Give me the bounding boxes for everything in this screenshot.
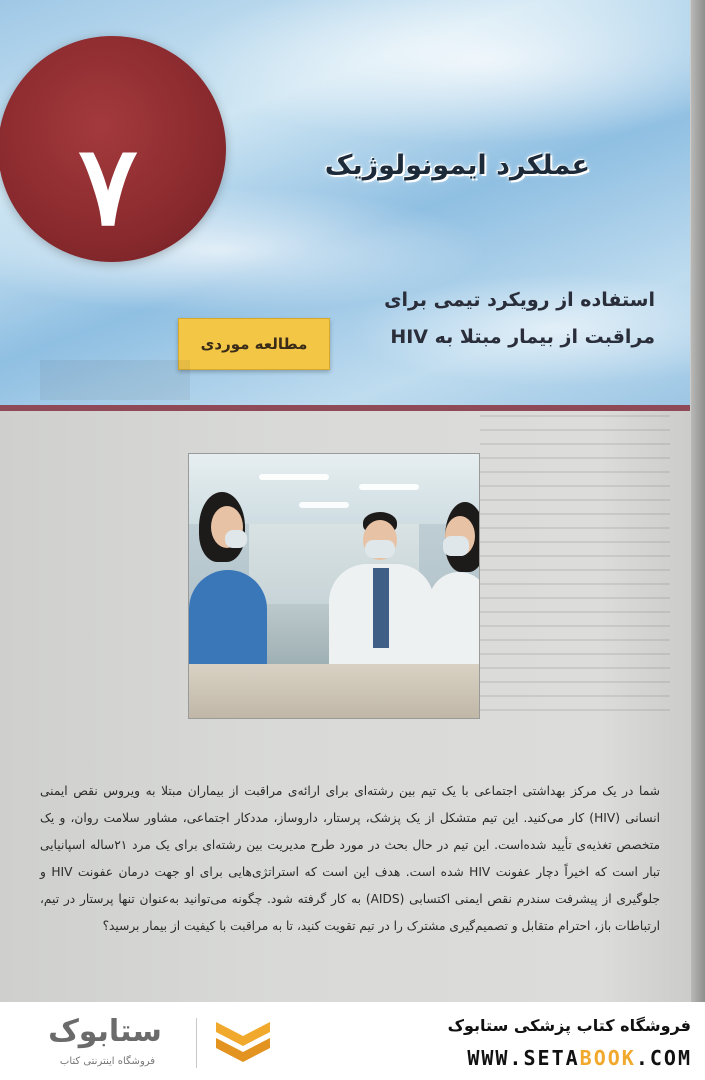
case-study-badge: مطالعه موردی xyxy=(178,318,330,370)
photo-ceiling-light xyxy=(359,484,419,490)
nurse-figure xyxy=(189,492,269,692)
url-suffix: .COM xyxy=(635,1046,692,1070)
shop-name: فروشگاه کتاب پزشکی ستابوک xyxy=(447,1016,691,1035)
section-divider xyxy=(0,405,690,411)
url-prefix: WWW. xyxy=(467,1046,524,1070)
brand-logo-text: ستابوک xyxy=(48,1014,162,1049)
case-study-title-line2: مراقبت از بیمار مبتلا به HIV xyxy=(390,326,655,348)
case-study-paragraph: شما در یک مرکز بهداشتی اجتماعی با یک تیم بین رشته‌ای برای ارائه‌ی مراقبت از بیماران مبتلا به ویروس نقص ایمنی انسانی (HIV) کار می‌کنید. این تیم متشکل از یک پزشک، پرستار، داروساز، مددکار اجتماعی، مشاور سلامت روان، و یک متخصص تغذیه‌ی تأیید شده‌است. این تیم در حال بحث در مورد طرح مدیریت بین رشته‌ای برای یک مرد ۲۱ساله اسپانیایی تبار است که اخیراً دچار عفونت HIV شده است. هدف این است که استراتژی‌هایی برای او جهت درمان عفونت HIV و جلوگیری از پیشرفت سندرم نقص ایمنی اکتسابی (AIDS) به کار گرفته شود. چگونه می‌توانید به‌عنوان تنها پرستار در تیم، ارتباطات باز، احترام متقابل و تصمیم‌گیری مشترک را در تیم تقویت کنید، تا به مراقبت با کیفیت از بیمار برسید؟ xyxy=(40,784,661,933)
url-brand-a: SETA xyxy=(523,1046,580,1070)
chapter-title: عملکرد ایمونولوژیک xyxy=(324,150,590,181)
url-brand-b: BOOK xyxy=(579,1046,636,1070)
shop-url[interactable] xyxy=(362,1046,692,1070)
hospital-team-photo xyxy=(188,453,480,719)
chapter-number-circle xyxy=(0,36,226,262)
case-study-title-line1: استفاده از رویکرد تیمی برای xyxy=(384,289,655,311)
brand-chevron-icon xyxy=(212,1018,274,1066)
photo-ceiling-light xyxy=(299,502,349,508)
case-study-title xyxy=(330,282,655,356)
photo-reception-counter xyxy=(189,664,480,719)
watermark-footer xyxy=(0,1002,705,1080)
photo-ceiling-light xyxy=(259,474,329,480)
bleed-through-text xyxy=(480,415,670,715)
chapter-header-banner xyxy=(0,0,690,408)
bleed-through-shadow xyxy=(40,360,190,400)
chapter-number: ۷ xyxy=(78,121,138,250)
brand-logo-subtitle: فروشگاه اینترنتی کتاب xyxy=(59,1056,156,1067)
logo-divider xyxy=(196,1018,197,1068)
book-spine-shadow xyxy=(691,0,705,1002)
